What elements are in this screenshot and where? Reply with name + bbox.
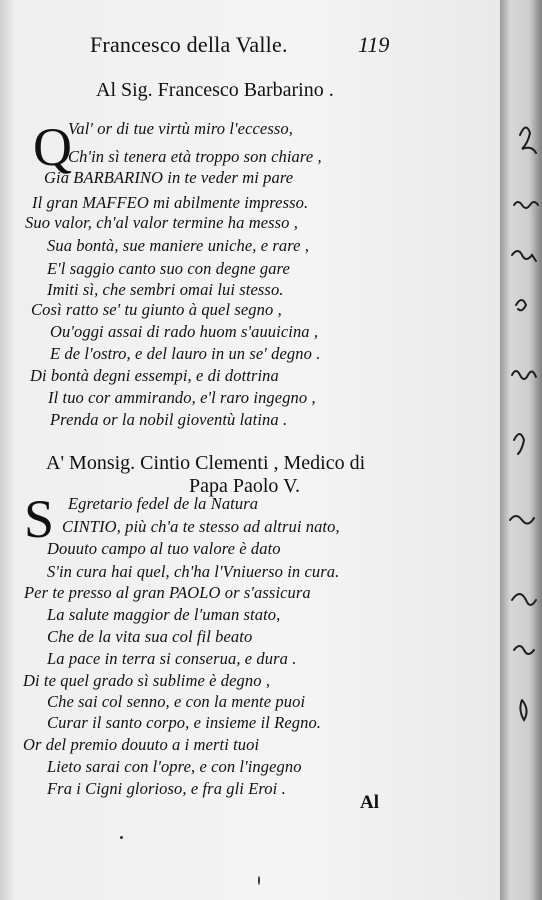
poem-2-line: La salute maggior de l'uman stato, xyxy=(47,605,281,624)
poem-1-line: Ch'in sì tenera età troppo son chiare , xyxy=(68,147,322,166)
catchword: Al xyxy=(360,792,379,813)
poem-2-line: S'in cura hai quel, ch'ha l'Vniuerso in cura. xyxy=(47,562,340,581)
poem-1-line: Così ratto se' tu giunto à quel segno , xyxy=(31,300,282,319)
poem-1-line: Suo valor, ch'al valor termine ha messo , xyxy=(25,213,298,232)
page-number: 119 xyxy=(358,32,390,57)
poem-2-line: CINTIO, più ch'a te stesso ad altrui nato, xyxy=(62,517,340,536)
page-header xyxy=(0,30,500,66)
scan-speck xyxy=(258,876,260,885)
running-head: Francesco della Valle. xyxy=(90,32,288,57)
poem-2-line: Di te quel grado sì sublime è degno , xyxy=(23,671,271,690)
poem-2-line: Che de la vita sua col fil beato xyxy=(47,627,253,646)
poem-2-title-continued: Papa Paolo V. xyxy=(189,475,300,497)
poem-2-line: Douuto campo al tuo valore è dato xyxy=(47,539,281,558)
handwriting-marks xyxy=(500,0,542,900)
poem-1-line: Di bontà degni essempi, e di dottrina xyxy=(30,366,279,385)
facing-page-edge xyxy=(500,0,542,900)
scan-speck xyxy=(120,836,123,839)
poem-1-line: Già BARBARINO in te veder mi pare xyxy=(44,168,294,187)
poem-2-line: Che sai col senno, e con la mente puoi xyxy=(47,692,306,711)
poem-2-dropcap: S xyxy=(24,489,55,549)
poem-2-title: A' Monsig. Cintio Clementi , Medico di xyxy=(46,452,366,474)
poem-1-line: E'l saggio canto suo con degne gare xyxy=(47,259,290,278)
poem-1-dropcap: Q xyxy=(33,117,72,177)
poem-1-line: Ou'oggi assai di rado huom s'auuicina , xyxy=(50,322,319,341)
poem-2-line: Curar il santo corpo, e insieme il Regno. xyxy=(47,713,322,732)
poem-1-line: Sua bontà, sue maniere uniche, e rare , xyxy=(47,236,310,255)
poem-1-title: Al Sig. Francesco Barbarino . xyxy=(96,79,334,101)
poem-1-line: E de l'ostro, e del lauro in un se' degno . xyxy=(50,344,321,363)
poem-2-line: Or del premio douuto a i merti tuoi xyxy=(23,735,260,754)
poem-1-line: Val' or di tue virtù miro l'eccesso, xyxy=(68,119,293,138)
poem-2-line: La pace in terra si conserua, e dura . xyxy=(47,649,297,668)
poem-1-line: Prenda or la nobil gioventù latina . xyxy=(50,410,288,429)
poem-2-line: Per te presso al gran PAOLO or s'assicura xyxy=(24,583,311,602)
poem-1-line: Il gran MAFFEO mi abilmente impresso. xyxy=(32,193,309,212)
poem-1-line: Imiti sì, che sembri omai lui stesso. xyxy=(47,280,284,299)
poem-2-line: Fra i Cigni glorioso, e fra gli Eroi . xyxy=(47,779,286,798)
poem-2-line: Egretario fedel de la Natura xyxy=(68,494,259,513)
poem-2-line: Lieto sarai con l'opre, e con l'ingegno xyxy=(47,757,302,776)
poem-1-line: Il tuo cor ammirando, e'l raro ingegno , xyxy=(48,388,316,407)
